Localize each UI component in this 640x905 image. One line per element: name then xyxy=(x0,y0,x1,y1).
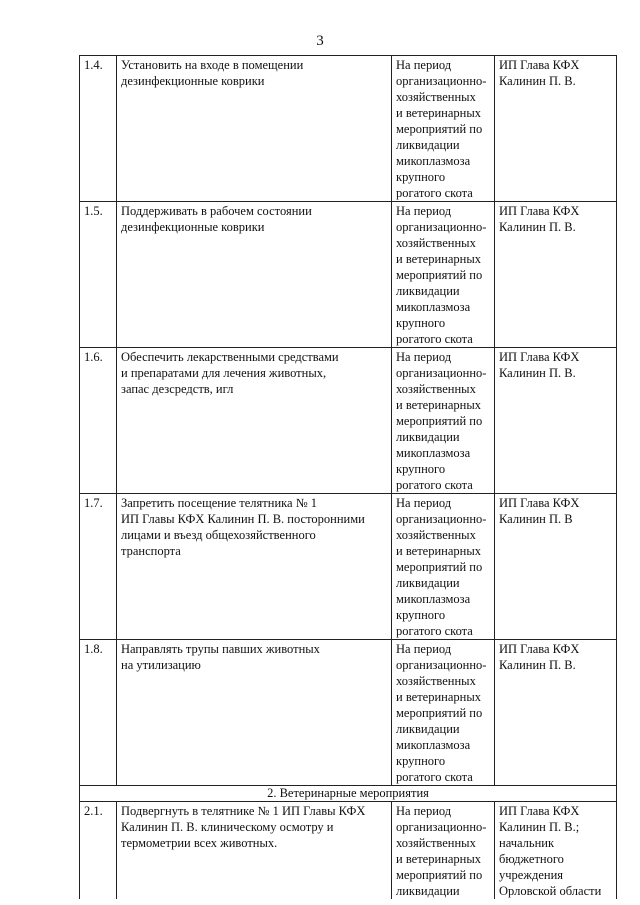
measure-text-line: Установить на входе в помещении xyxy=(121,58,304,72)
period-text-line: На период xyxy=(396,642,452,656)
period-text-line: мероприятий по xyxy=(396,122,483,136)
measure-text xyxy=(117,56,392,202)
period-text-line: организационно- xyxy=(396,658,487,672)
item-number: 2.1. xyxy=(80,802,117,900)
measure-text-line: Поддерживать в рабочем состоянии xyxy=(121,204,312,218)
period-text-line: мероприятий по xyxy=(396,268,483,282)
period-text-line: ликвидации xyxy=(396,884,460,898)
period-text-line: хозяйственных xyxy=(396,528,476,542)
table-row xyxy=(80,802,617,900)
responsible-text-line: Калинин П. В.; xyxy=(499,820,580,834)
period-text xyxy=(392,348,495,494)
measure-text-line: термометрии всех животных. xyxy=(121,836,278,850)
period-text xyxy=(392,494,495,640)
measure-text xyxy=(117,494,392,640)
period-text-line: рогатого скота xyxy=(396,770,473,784)
period-text-line: и ветеринарных xyxy=(396,690,481,704)
period-text-line: На период xyxy=(396,804,452,818)
section-header-row xyxy=(80,786,617,802)
period-text-line: хозяйственных xyxy=(396,674,476,688)
period-text-line: микоплазмоза xyxy=(396,300,471,314)
period-text-line: организационно- xyxy=(396,74,487,88)
period-text xyxy=(392,56,495,202)
responsible-text-line: Калинин П. В. xyxy=(499,366,576,380)
responsible-text-line: учреждения xyxy=(499,868,564,882)
period-text-line: организационно- xyxy=(396,220,487,234)
period-text-line: На период xyxy=(396,58,452,72)
item-number: 1.5. xyxy=(80,202,117,348)
table-row xyxy=(80,494,617,640)
responsible-text xyxy=(495,640,617,786)
responsible-text-line: Калинин П. В xyxy=(499,512,573,526)
measure-text-line: запас дезсредств, игл xyxy=(121,382,234,396)
period-text-line: и ветеринарных xyxy=(396,544,481,558)
period-text-line: хозяйственных xyxy=(396,382,476,396)
page-number: 3 xyxy=(316,33,324,49)
period-text-line: крупного xyxy=(396,316,446,330)
period-text-line: микоплазмоза xyxy=(396,592,471,606)
responsible-text-line: Орловской области xyxy=(499,884,602,898)
responsible-text-line: бюджетного xyxy=(499,852,564,866)
period-text-line: крупного xyxy=(396,608,446,622)
period-text-line: рогатого скота xyxy=(396,624,473,638)
period-text-line: ликвидации xyxy=(396,138,460,152)
period-text-line: крупного xyxy=(396,170,446,184)
measure-text-line: транспорта xyxy=(121,544,181,558)
responsible-text-line: начальник xyxy=(499,836,555,850)
measure-text xyxy=(117,348,392,494)
period-text-line: крупного xyxy=(396,462,446,476)
period-text-line: рогатого скота xyxy=(396,332,473,346)
responsible-text xyxy=(495,202,617,348)
measure-text-line: Подвергнуть в телятнике № 1 ИП Главы КФХ xyxy=(121,804,366,818)
period-text-line: хозяйственных xyxy=(396,836,476,850)
responsible-text-line: ИП Глава КФХ xyxy=(499,496,580,510)
period-text-line: и ветеринарных xyxy=(396,398,481,412)
table-row xyxy=(80,640,617,786)
period-text-line: мероприятий по xyxy=(396,560,483,574)
measure-text-line: Запретить посещение телятника № 1 xyxy=(121,496,317,510)
measure-text-line: и препаратами для лечения животных, xyxy=(121,366,327,380)
measure-text-line: дезинфекционные коврики xyxy=(121,74,265,88)
period-text-line: На период xyxy=(396,204,452,218)
measure-text xyxy=(117,640,392,786)
measure-text-line: на утилизацию xyxy=(121,658,201,672)
item-number: 1.4. xyxy=(80,56,117,202)
responsible-text-line: Калинин П. В. xyxy=(499,74,576,88)
period-text-line: ликвидации xyxy=(396,576,460,590)
period-text-line: рогатого скота xyxy=(396,478,473,492)
responsible-text xyxy=(495,494,617,640)
responsible-text-line: ИП Глава КФХ xyxy=(499,58,580,72)
period-text-line: хозяйственных xyxy=(396,90,476,104)
responsible-text-line: ИП Глава КФХ xyxy=(499,350,580,364)
table-row xyxy=(80,348,617,494)
item-number: 1.8. xyxy=(80,640,117,786)
period-text-line: мероприятий по xyxy=(396,414,483,428)
period-text xyxy=(392,640,495,786)
responsible-text-line: ИП Глава КФХ xyxy=(499,642,580,656)
measure-text-line: лицами и въезд общехозяйственного xyxy=(121,528,316,542)
responsible-text-line: Калинин П. В. xyxy=(499,658,576,672)
table-row xyxy=(80,202,617,348)
measure-text-line: Направлять трупы павших животных xyxy=(121,642,320,656)
period-text-line: ликвидации xyxy=(396,722,460,736)
responsible-text xyxy=(495,348,617,494)
table-row xyxy=(80,56,617,202)
period-text-line: и ветеринарных xyxy=(396,106,481,120)
period-text xyxy=(392,202,495,348)
responsible-text-line: Калинин П. В. xyxy=(499,220,576,234)
period-text-line: организационно- xyxy=(396,820,487,834)
item-number: 1.7. xyxy=(80,494,117,640)
period-text-line: мероприятий по xyxy=(396,706,483,720)
responsible-text xyxy=(495,56,617,202)
period-text-line: микоплазмоза xyxy=(396,154,471,168)
period-text-line: ликвидации xyxy=(396,284,460,298)
period-text-line: и ветеринарных xyxy=(396,252,481,266)
period-text-line: микоплазмоза xyxy=(396,446,471,460)
period-text-line: рогатого скота xyxy=(396,186,473,200)
measure-text-line: Обеспечить лекарственными средствами xyxy=(121,350,339,364)
responsible-text-line: ИП Глава КФХ xyxy=(499,804,580,818)
measure-text-line: Калинин П. В. клиническому осмотру и xyxy=(121,820,334,834)
period-text-line: На период xyxy=(396,496,452,510)
item-number: 1.6. xyxy=(80,348,117,494)
measure-text xyxy=(117,202,392,348)
responsible-text-line: ИП Глава КФХ xyxy=(499,204,580,218)
measure-text-line: ИП Главы КФХ Калинин П. В. посторонними xyxy=(121,512,365,526)
period-text-line: крупного xyxy=(396,754,446,768)
period-text-line: организационно- xyxy=(396,366,487,380)
period-text-line: и ветеринарных xyxy=(396,852,481,866)
period-text-line: хозяйственных xyxy=(396,236,476,250)
measure-text xyxy=(117,802,392,900)
responsible-text xyxy=(495,802,617,900)
period-text-line: ликвидации xyxy=(396,430,460,444)
measures-table xyxy=(79,55,617,899)
period-text xyxy=(392,802,495,900)
section-title: 2. Ветеринарные мероприятия xyxy=(80,786,617,802)
period-text-line: мероприятий по xyxy=(396,868,483,882)
period-text-line: микоплазмоза xyxy=(396,738,471,752)
period-text-line: организационно- xyxy=(396,512,487,526)
period-text-line: На период xyxy=(396,350,452,364)
measure-text-line: дезинфекционные коврики xyxy=(121,220,265,234)
